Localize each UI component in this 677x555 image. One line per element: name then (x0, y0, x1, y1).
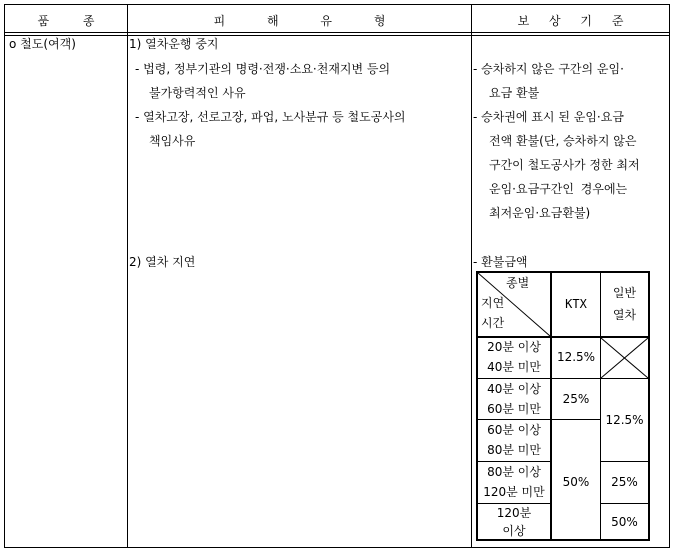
row-2-time-b: 60분 미만 (487, 402, 541, 416)
header-item: 품 종 (37, 14, 95, 28)
general-rate-12-5: 12.5% (605, 413, 644, 427)
corner-label-delay: 지연 (481, 296, 505, 310)
row-5-time-a: 120분 (496, 506, 532, 520)
comp-2-line-1: - 승차권에 표시 된 운임·요금 (473, 110, 624, 124)
header-damage-type: 피 해 유 형 (213, 14, 386, 28)
section-1-title: 1) 열차운행 중지 (129, 37, 219, 51)
general-train-header-1: 일반 (612, 286, 637, 300)
section-2-title: 2) 열차 지연 (129, 255, 196, 269)
row-3-time-b: 80분 미만 (487, 443, 541, 457)
comp-1-line-2: 요금 환불 (489, 86, 540, 100)
section-1-bullet-2-line-1: - 열차고장, 선로고장, 파업, 노사분규 등 철도공사의 (135, 110, 406, 124)
row-1-time-a: 20분 이상 (487, 340, 541, 354)
section-1-bullet-2-line-2: 책임사유 (149, 134, 196, 148)
section-1-bullet-1-line-1: - 법령, 정부기관의 명령·전쟁·소요·천재지변 등의 (135, 62, 391, 76)
row-1-time-b: 40분 미만 (487, 360, 541, 374)
refund-rate-table (476, 271, 650, 541)
row-3-time-a: 60분 이상 (487, 423, 541, 437)
general-rate-25: 25% (611, 475, 638, 489)
row-5-time-b: 이상 (502, 524, 526, 538)
comp-1-line-1: - 승차하지 않은 구간의 운임· (473, 62, 624, 76)
corner-label-time: 시간 (481, 316, 505, 330)
ktx-rate-25: 25% (562, 392, 590, 406)
row-2-time-a: 40분 이상 (487, 382, 541, 396)
ktx-rate-12-5: 12.5% (556, 350, 596, 364)
refund-amount-label: - 환불금액 (473, 255, 528, 269)
comp-2-line-3: 구간이 철도공사가 정한 최저 (489, 158, 640, 172)
header-compensation: 보 상 기 준 (517, 14, 624, 28)
header-divider-double (5, 35, 669, 36)
column-divider (471, 5, 472, 547)
row-4-time-b: 120분 미만 (483, 485, 545, 499)
comp-2-line-5: 최저운임·요금환불) (489, 206, 591, 220)
general-train-header-2: 열차 (612, 308, 637, 322)
header-divider (5, 32, 669, 33)
category-label: o 철도(여객) (9, 37, 76, 51)
comp-2-line-4: 운임·요금구간인 경우에는 (489, 182, 628, 196)
corner-label-type: 종별 (506, 276, 530, 290)
ktx-header: KTX (565, 297, 587, 311)
row-4-time-a: 80분 이상 (487, 465, 541, 479)
column-divider (127, 5, 128, 547)
section-1-bullet-1-line-2: 불가항력적인 사유 (149, 86, 246, 100)
general-rate-50: 50% (611, 515, 638, 529)
ktx-rate-50: 50% (562, 475, 590, 489)
comp-2-line-2: 전액 환불(단, 승차하지 않은 (489, 134, 637, 148)
